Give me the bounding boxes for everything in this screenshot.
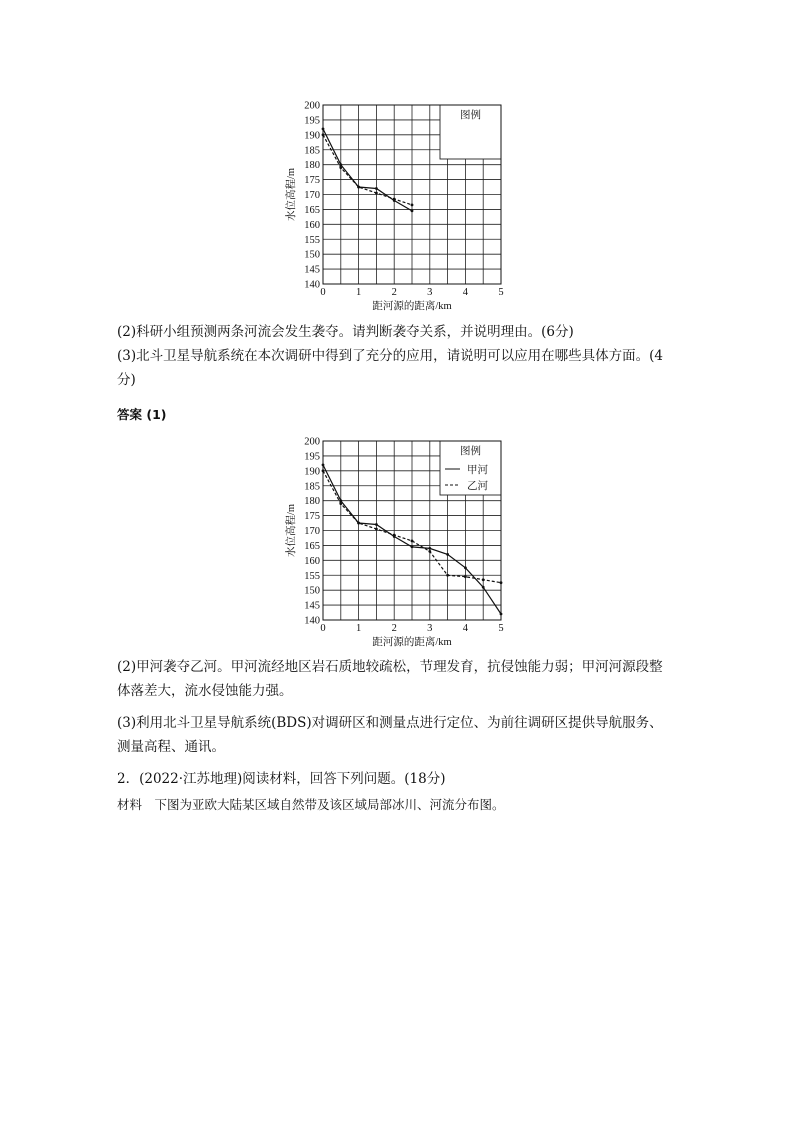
y-tick-label: 160 — [304, 219, 320, 231]
question-next — [117, 767, 677, 791]
y-tick-label: 190 — [304, 466, 320, 478]
y-tick-label: 145 — [304, 264, 320, 276]
data-point — [411, 210, 414, 213]
data-point — [357, 186, 360, 189]
y-tick-label: 140 — [304, 615, 320, 627]
chart-1 — [280, 97, 520, 312]
data-point — [411, 546, 414, 549]
data-point — [446, 553, 449, 556]
data-point — [357, 522, 360, 525]
data-point — [339, 502, 342, 505]
y-tick-label: 155 — [304, 234, 320, 246]
data-point — [482, 586, 485, 589]
legend-label: 甲河 — [467, 465, 488, 476]
data-point — [411, 540, 414, 543]
x-tick-label: 5 — [498, 623, 504, 634]
y-tick-label: 175 — [304, 175, 320, 187]
x-tick-label: 0 — [320, 287, 326, 298]
chart-2 — [280, 433, 520, 648]
y-tick-label: 155 — [304, 570, 320, 582]
answer-3-line: 测量高程、通讯。 — [117, 739, 225, 755]
x-tick-label: 2 — [391, 623, 397, 634]
answer-3-line: (3)利用北斗卫星导航系统(BDS)对调研区和测量点进行定位、为前往调研区提供导航服务、 — [117, 715, 663, 731]
chart-1-svg — [280, 97, 520, 312]
question-3 — [117, 344, 677, 392]
data-point — [428, 550, 431, 553]
y-tick-label: 200 — [304, 100, 320, 112]
series-line — [323, 129, 412, 211]
data-point — [464, 575, 467, 578]
y-tick-label: 175 — [304, 511, 320, 523]
y-tick-label: 180 — [304, 160, 320, 172]
y-tick-label: 195 — [304, 451, 320, 463]
legend-title: 图例 — [460, 110, 481, 121]
y-tick-label: 145 — [304, 600, 320, 612]
x-tick-label: 1 — [355, 287, 362, 298]
y-tick-label: 185 — [304, 481, 320, 493]
data-point — [482, 578, 485, 581]
x-tick-label: 2 — [391, 287, 397, 298]
y-tick-label: 185 — [304, 145, 320, 157]
material-line: 材料 下图为亚欧大陆某区域自然带及该区域局部冰川、河流分布图。 — [117, 797, 505, 812]
y-tick-label: 195 — [304, 115, 320, 127]
x-tick-label: 4 — [462, 623, 469, 634]
y-tick-label: 200 — [304, 436, 320, 448]
data-point — [393, 534, 396, 537]
question-next-line: 2．(2022·江苏地理)阅读材料，回答下列问题。(18分) — [117, 771, 446, 787]
x-tick-label: 3 — [427, 287, 433, 298]
y-tick-label: 190 — [304, 130, 320, 142]
x-tick-label: 0 — [320, 623, 326, 634]
data-point — [411, 204, 414, 207]
data-point — [393, 198, 396, 201]
answer-3 — [117, 711, 677, 759]
x-tick-label: 5 — [498, 287, 504, 298]
y-axis-title: 水位高程/m — [286, 503, 297, 558]
data-point — [375, 523, 378, 526]
data-point — [428, 547, 431, 550]
y-axis-title: 水位高程/m — [286, 167, 297, 222]
question-3-line: 分) — [117, 372, 136, 388]
answer-2-line: 体落差大，流水侵蚀能力强。 — [117, 683, 293, 699]
y-tick-label: 165 — [304, 540, 320, 552]
y-tick-label: 140 — [304, 279, 320, 291]
question-2 — [117, 320, 677, 344]
data-point — [375, 528, 378, 531]
x-tick-label: 3 — [427, 623, 433, 634]
answer-label — [117, 403, 677, 427]
answer-2-line: (2)甲河袭夺乙河。甲河流经地区岩石质地较疏松，节理发育，抗侵蚀能力弱；甲河河源段整 — [117, 659, 663, 675]
y-tick-label: 150 — [304, 249, 320, 261]
chart-2-svg — [280, 433, 520, 648]
legend-label: 乙河 — [467, 481, 488, 492]
y-tick-label: 170 — [304, 526, 320, 537]
question-3-line: (3)北斗卫星导航系统在本次调研中得到了充分的应用，请说明可以应用在哪些具体方面。(4 — [117, 348, 663, 364]
x-axis-title: 距河源的距离/km — [372, 301, 452, 312]
material — [117, 793, 677, 817]
answer-2 — [117, 655, 677, 703]
data-point — [375, 192, 378, 195]
data-point — [339, 166, 342, 169]
y-tick-label: 165 — [304, 204, 320, 216]
question-2-line: (2)科研小组预测两条河流会发生袭夺。请判断袭夺关系，并说明理由。(6分) — [117, 324, 574, 340]
y-tick-label: 170 — [304, 190, 320, 201]
data-point — [375, 187, 378, 190]
answer-label-text: 答案 (1) — [117, 407, 167, 422]
y-tick-label: 180 — [304, 496, 320, 508]
x-tick-label: 4 — [462, 287, 469, 298]
x-tick-label: 1 — [355, 623, 362, 634]
y-tick-label: 150 — [304, 585, 320, 597]
x-axis-title: 距河源的距离/km — [372, 637, 452, 648]
data-point — [464, 566, 467, 569]
data-point — [446, 574, 449, 577]
y-tick-label: 160 — [304, 555, 320, 567]
legend-title: 图例 — [460, 446, 481, 457]
